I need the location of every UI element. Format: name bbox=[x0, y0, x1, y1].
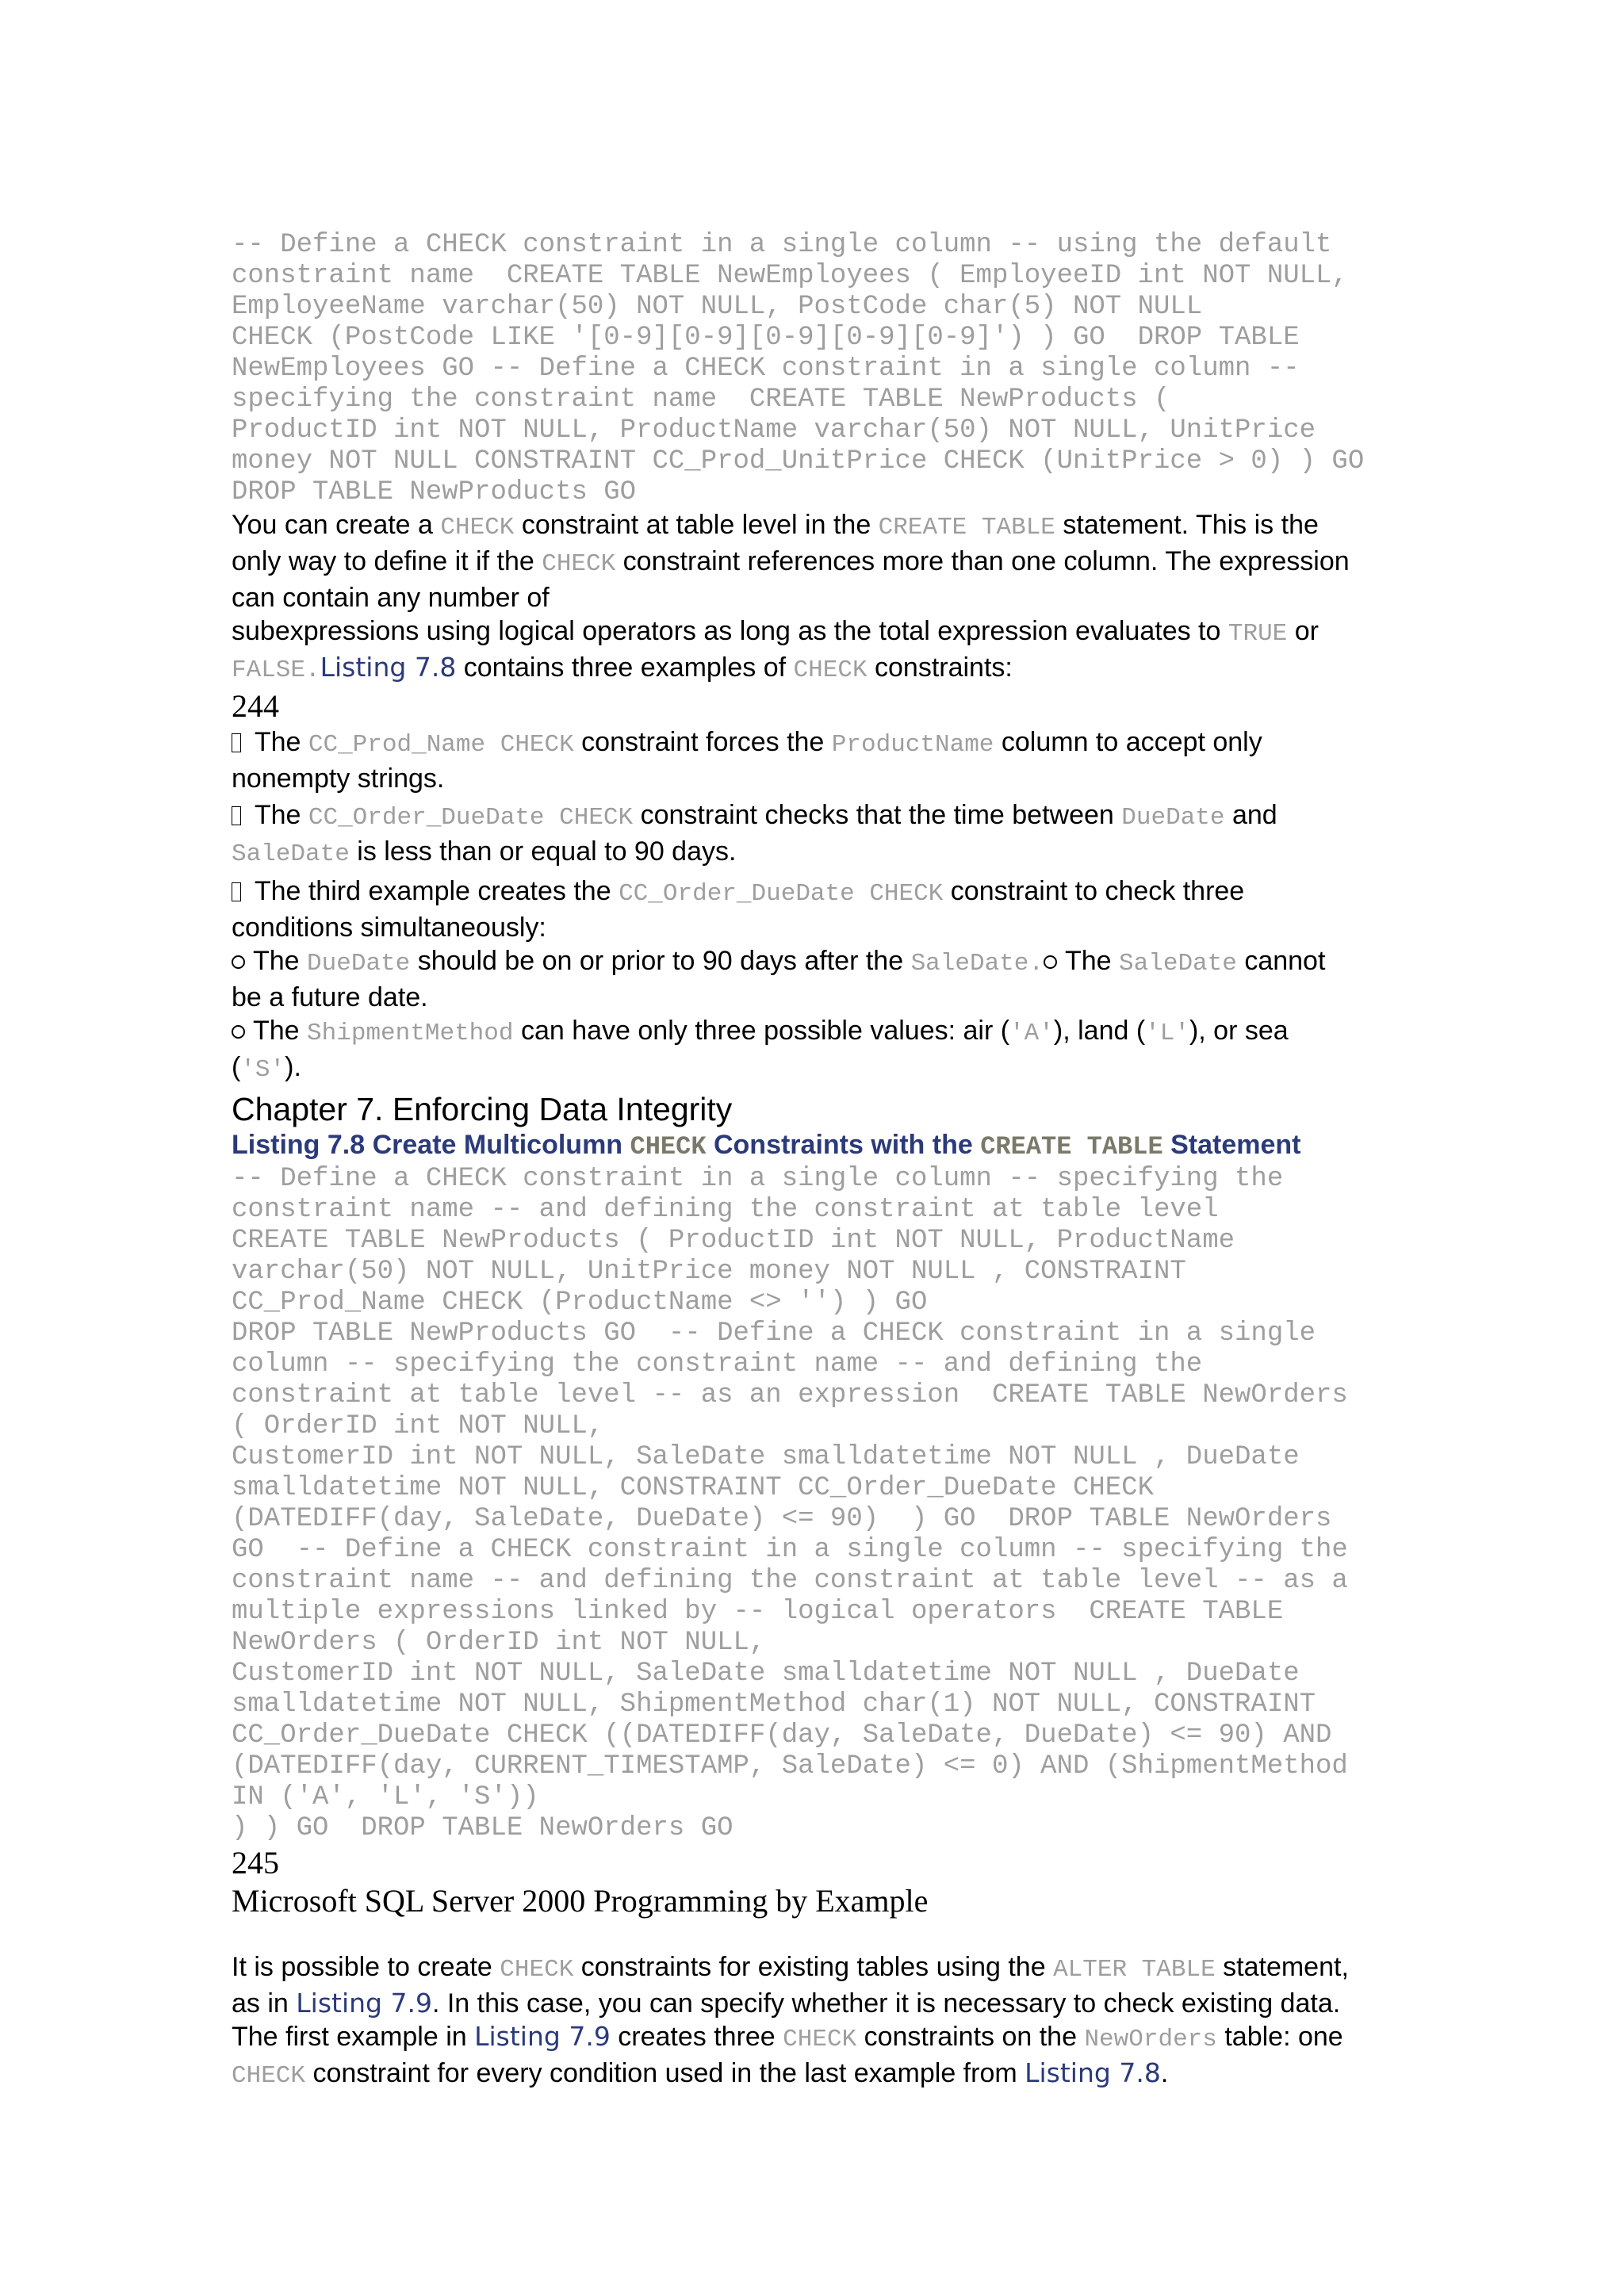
sub-list-item: The DueDate should be on or prior to 90 days after the SaleDate. The SaleDate cannot bbox=[232, 944, 1397, 981]
listing-7-8-link[interactable]: Listing 7.8 bbox=[320, 652, 457, 683]
code-listing-check-single-column: -- Define a CHECK constraint in a single column -- using the default constraint name CREATE TABLE NewEmployees ( EmployeeID int NOT NULL, EmployeeName varchar(50) NOT NULL, PostCode char(5) NOT NULL CHECK (PostCode LIKE '[0-9][0-9][0-9][0-9][0-9]') ) GO DROP TABLE NewEmployees GO -- Define a CHECK constraint in a single column -- specifying the constraint name CREATE TABLE NewProducts ( ProductID int NOT NULL, ProductName varchar(50) NOT NULL, UnitPrice money NOT NULL CONSTRAINT CC_Prod_UnitPrice CHECK (UnitPrice > 0) ) GO DROP TABLE NewProducts GO bbox=[232, 230, 1365, 507]
page-number: 244 bbox=[232, 688, 279, 724]
bullet-square-icon bbox=[232, 806, 241, 825]
chapter-heading: Chapter 7. Enforcing Data Integrity bbox=[232, 1091, 733, 1127]
bullet-square-icon bbox=[232, 733, 241, 752]
document-page bbox=[232, 230, 1397, 2093]
list-item: The third example creates the CC_Order_DueDate CHECK constraint to check three bbox=[232, 874, 1397, 911]
code-listing-7-8: -- Define a CHECK constraint in a single column -- specifying the constraint name -- and defining the constraint at table level CREATE TABLE NewProducts ( ProductID int NOT NULL, ProductName varchar(50) NOT NULL, UnitPrice money NOT NULL , CONSTRAINT CC_Prod_Name CHECK (ProductName <> '') ) GO DROP TABLE NewProducts GO -- Define a CHECK constraint in a single column -- specifying the constraint name -- and defining the constraint at table level -- as an expression CREATE TABLE NewOrders ( OrderID int NOT NULL, CustomerID int NOT NULL, SaleDate smalldatetime NOT NULL , DueDate smalldatetime NOT NULL, CONSTRAINT CC_Order_DueDate CHECK (DATEDIFF(day, SaleDate, DueDate) <= 90) ) GO DROP TABLE NewOrders GO -- Define a CHECK constraint in a single column -- specifying the constraint name -- and defining the constraint at table level -- as a multiple expressions linked by -- logical operators CREATE TABLE NewOrders ( OrderID int NOT NULL, CustomerID int NOT NULL, SaleDate smalldatetime NOT NULL , DueDate smalldatetime NOT NULL, ShipmentMethod char(1) NOT NULL, CONSTRAINT CC_Order_DueDate CHECK ((DATEDIFF(day, SaleDate, DueDate) <= 90) AND (DATEDIFF(day, CURRENT_TIMESTAMP, SaleDate) <= 0) AND (ShipmentMethod IN ('A', 'L', 'S')) ) ) GO DROP TABLE NewOrders GO bbox=[232, 1164, 1348, 1843]
list-item: The CC_Order_DueDate CHECK constraint checks that the time between DueDate and bbox=[232, 798, 1397, 835]
listing-7-8-link[interactable]: Listing 7.8 bbox=[1025, 2057, 1161, 2088]
page-number: 245 bbox=[232, 1845, 279, 1881]
sub-list-item: The ShipmentMethod can have only three possible values: air ('A'), land ('L'), or sea bbox=[232, 1014, 1397, 1050]
list-item: The CC_Prod_Name CHECK constraint forces the ProductName column to accept only bbox=[232, 725, 1397, 762]
listing-heading: Listing 7.8 Create Multicolumn CHECK Constraints with the CREATE TABLE Statement bbox=[232, 1130, 1301, 1161]
bullet-circle-icon bbox=[232, 955, 245, 969]
paragraph-alter-table-check: It is possible to create CHECK constraints for existing tables using the ALTER TABLE statement, as in Listing 7.9. In this case, you can specify whether it is necessary to check existing data. The first example in Listing 7.9 creates three CHECK constraints on the NewOrders table: one CHECK constraint for every condition used in the last example from Listing 7.8. bbox=[232, 1952, 1349, 2090]
listing-7-9-link[interactable]: Listing 7.9 bbox=[296, 1988, 432, 2019]
bullet-list: The CC_Prod_Name CHECK constraint forces the ProductName column to accept only nonempty strings. The CC_Order_DueDate CHECK constraint checks that the time between DueDate and SaleDate is less than or equal to 90 days. The third example creates the CC_Order_DueDate CHECK constraint to check three conditions simultaneously: The DueDate should be on or prior to 90 days after the SaleDate. The SaleDate cannot be a future date. The ShipmentMethod can have only three possible values: air ('A'), land ('L'), or sea ('S'). bbox=[232, 725, 1397, 1087]
bullet-circle-icon bbox=[232, 1025, 245, 1039]
bullet-circle-icon bbox=[1044, 955, 1057, 969]
paragraph-table-level-check: You can create a CHECK constraint at table level in the CREATE TABLE statement. This is the only way to define it if the CHECK constraint references more than one column. The expression can contain any number of subexpressions using logical operators as long as the total expression evaluates to TRUE or FALSE.Listing 7.8 contains three examples of CHECK constraints: bbox=[232, 510, 1350, 684]
book-title: Microsoft SQL Server 2000 Programming by Example bbox=[232, 1883, 929, 1919]
listing-7-9-link[interactable]: Listing 7.9 bbox=[474, 2021, 611, 2052]
bullet-square-icon bbox=[232, 882, 241, 901]
